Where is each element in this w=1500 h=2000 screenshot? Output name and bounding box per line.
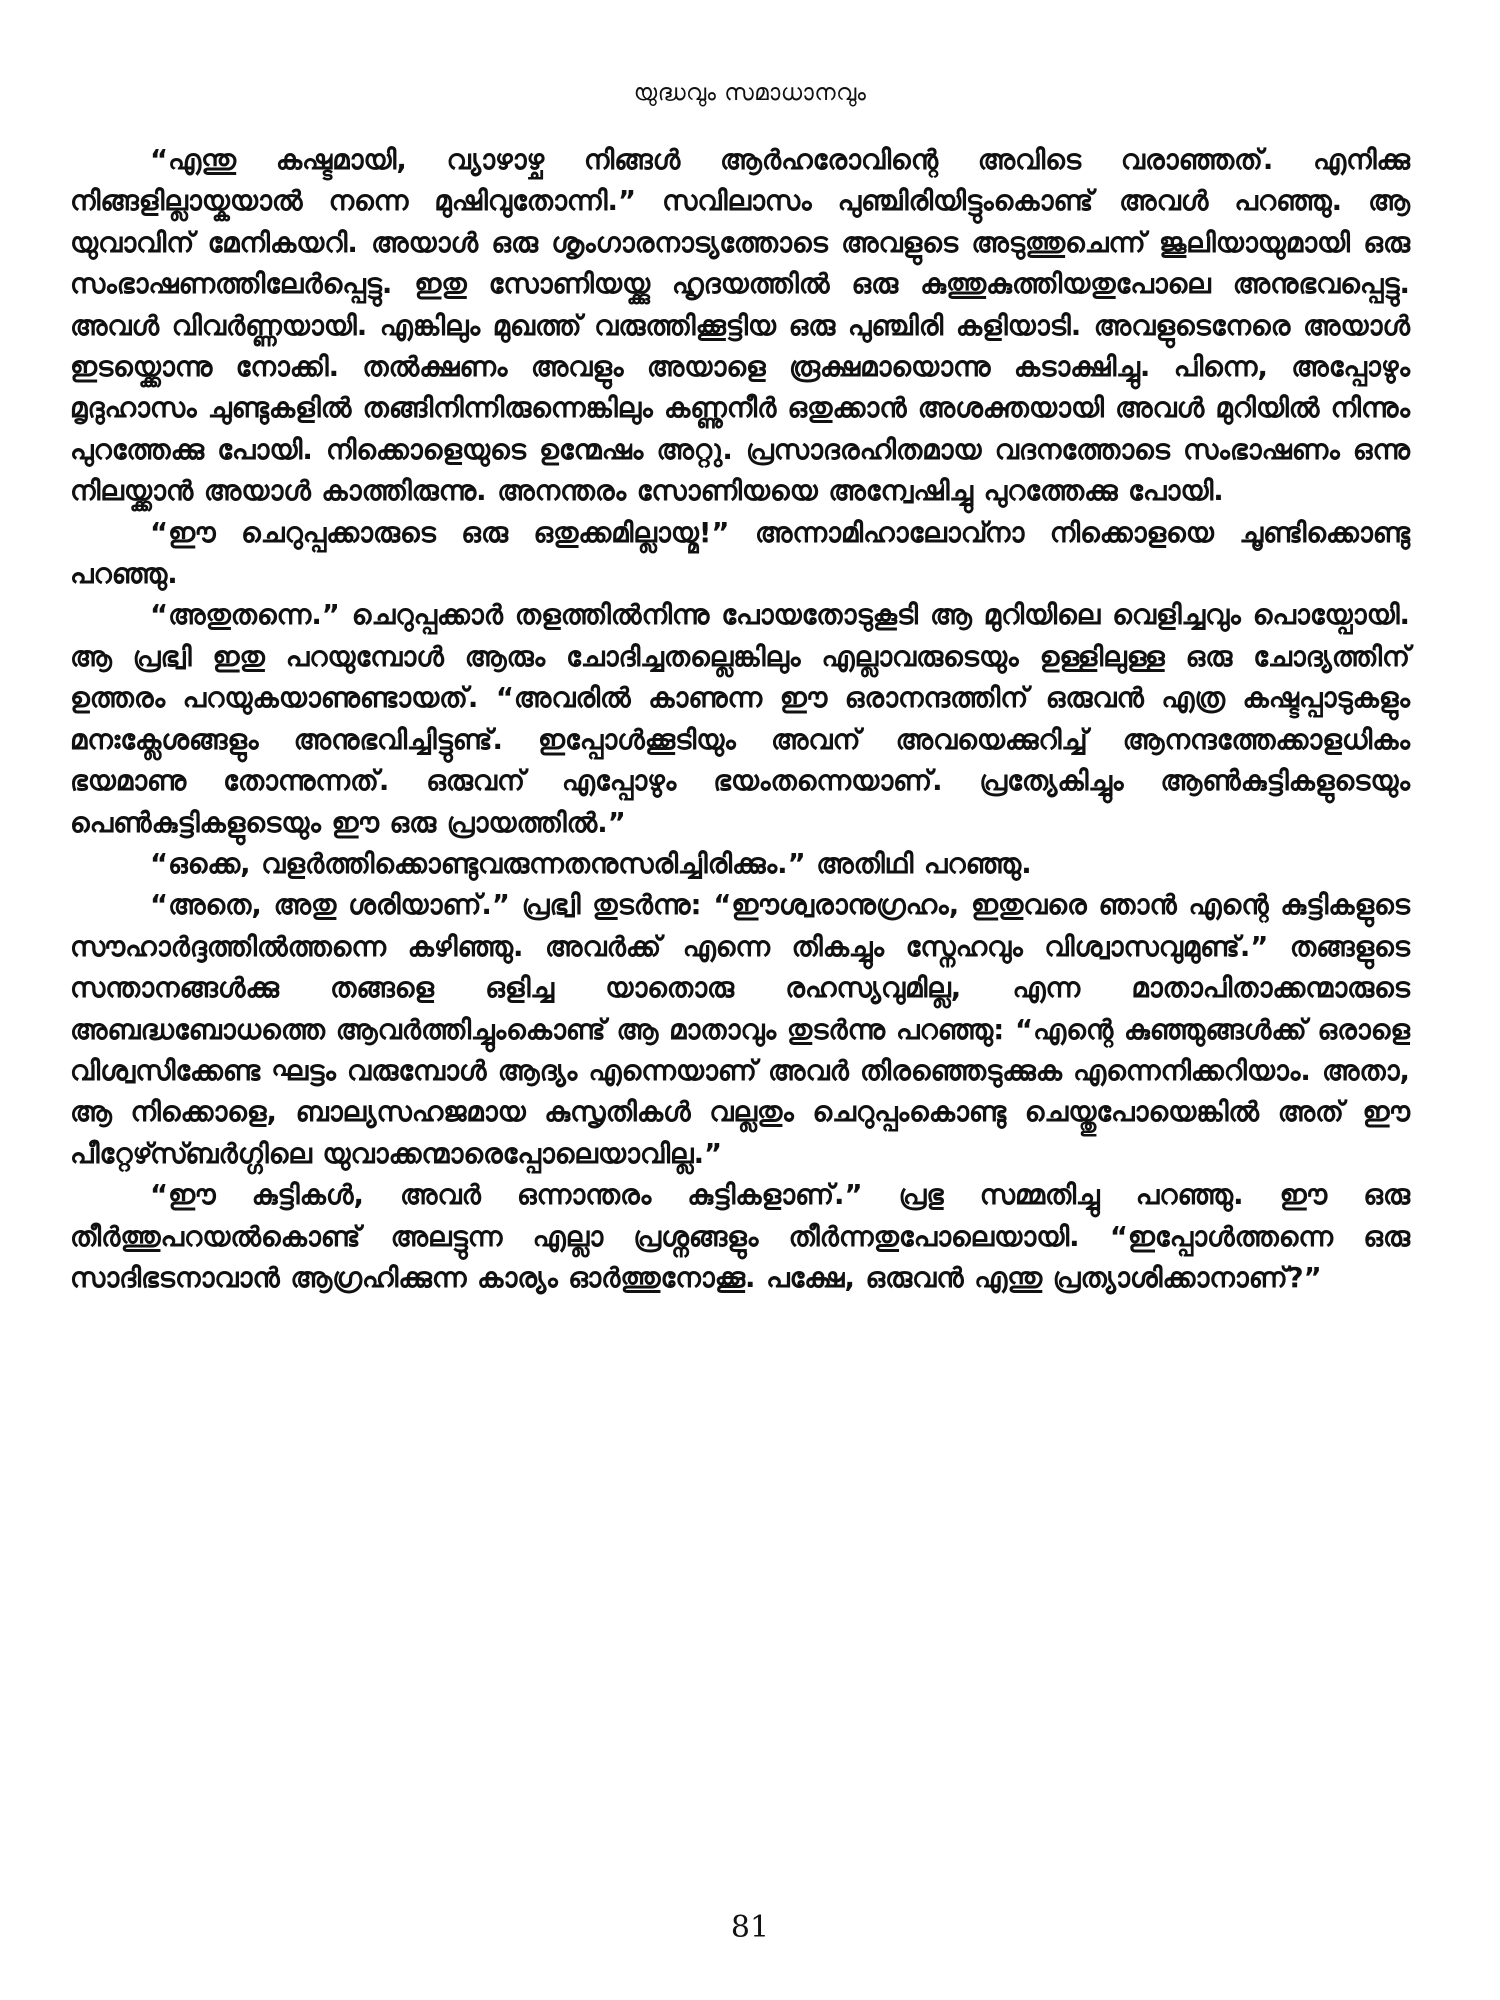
- paragraph: “ഈ കുട്ടികൾ, അവർ ഒന്നാന്തരം കുട്ടികളാണ്.” പ്രഭു സമ്മതിച്ചു പറഞ്ഞു. ഈ ഒരു തീർത്തുപറയൽകൊണ്ട് അലട്ടുന്ന എല്ലാ പ്രശ്നങ്ങളും തീർന്നതുപോലെയായി. “ഇപ്പോൾത്തന്നെ ഒരു സാദിഭടനാവാൻ ആഗ്രഹിക്കുന്ന കാര്യം ഓർത്തുനോക്കൂ. പക്ഷേ, ഒരുവൻ എന്തു പ്രത്യാശിക്കാനാണ്?”: [70, 1179, 1410, 1294]
- body-text: [70, 140, 1410, 1299]
- page-number: 81: [730, 1910, 770, 1945]
- paragraph: “അതെ, അതു ശരിയാണ്.” പ്രഭ്വി തുടർന്നു: “ഈശ്വരാനുഗ്രഹം, ഇതുവരെ ഞാൻ എന്റെ കുട്ടികളുടെ സൗഹാർദ്ദത്തിൽത്തന്നെ കഴിഞ്ഞു. അവർക്ക് എന്നെ തികച്ചും സ്നേഹവും വിശ്വാസവുമുണ്ട്.” തങ്ങളുടെ സന്താനങ്ങൾക്കു തങ്ങളെ ഒളിച്ച യാതൊരു രഹസ്യവുമില്ല, എന്ന മാതാപിതാക്കന്മാരുടെ അബദ്ധബോധത്തെ ആവർത്തിച്ചുംകൊണ്ട് ആ മാതാവും തുടർന്നു പറഞ്ഞു: “എന്റെ കുഞ്ഞുങ്ങൾക്ക് ഒരാളെ വിശ്വസിക്കേണ്ട ഘട്ടം വരുമ്പോൾ ആദ്യം എന്നെയാണ് അവർ തിരഞ്ഞെടുക്കുക എന്നെനിക്കറിയാം. അതാ, ആ നിക്കൊളെ, ബാല്യസഹജമായ കുസൃതികൾ വല്ലതും ചെറുപ്പംകൊണ്ടു ചെയ്തുപോയെങ്കിൽ അത് ഈ പീറ്റേഴ്സ്ബർഗ്ഗിലെ യുവാക്കന്മാരെപ്പോലെയാവില്ല.”: [70, 889, 1410, 1170]
- paragraph: “ഒക്കെ, വളർത്തിക്കൊണ്ടുവരുന്നതനുസരിച്ചിരിക്കും.” അതിഥി പറഞ്ഞു.: [150, 847, 1032, 880]
- paragraph: “എന്തു കഷ്ടമായി, വ്യാഴാഴ്ച നിങ്ങൾ ആർഹരോവിന്റെ അവിടെ വരാഞ്ഞത്. എനിക്കു നിങ്ങളില്ലായ്കയാൽ നന്നെ മുഷിവുതോന്നി.” സവിലാസം പുഞ്ചിരിയിട്ടുംകൊണ്ട് അവൾ പറഞ്ഞു. ആ യുവാവിന് മേനികയറി. അയാൾ ഒരു ശൃംഗാരനാട്യത്തോടെ അവളുടെ അടുത്തുചെന്ന് ജൂലിയായുമായി ഒരു സംഭാഷണത്തിലേർപ്പെട്ടു. ഇതു സോണിയയ്ക്കു ഹൃദയത്തിൽ ഒരു കുത്തുകുത്തിയതുപോലെ അനുഭവപ്പെട്ടു. അവൾ വിവർണ്ണയായി. എങ്കിലും മുഖത്ത് വരുത്തിക്കൂട്ടിയ ഒരു പുഞ്ചിരി കളിയാടി. അവളുടെനേരെ അയാൾ ഇടയ്ക്കൊന്നു നോക്കി. തൽക്ഷണം അവളും അയാളെ രൂക്ഷമായൊന്നു കടാക്ഷിച്ചു. പിന്നെ, അപ്പോഴും മൃദുഹാസം ചുണ്ടുകളിൽ തങ്ങിനിന്നിരുന്നെങ്കിലും കണ്ണുനീർ ഒതുക്കാൻ അശക്തയായി അവൾ മുറിയിൽ നിന്നും പുറത്തേക്കു പോയി. നിക്കൊളെയുടെ ഉന്മേഷം അറ്റു. പ്രസാദരഹിതമായ വദനത്തോടെ സംഭാഷണം ഒന്നു നിലയ്ക്കാൻ അയാൾ കാത്തിരുന്നു. അനന്തരം സോണിയയെ അന്വേഷിച്ചു പുറത്തേക്കു പോയി.: [70, 144, 1410, 508]
- paragraph: “ഈ ചെറുപ്പക്കാരുടെ ഒരു ഒതുക്കമില്ലായ്മ!” അന്നാമിഹാലോവ്നാ നിക്കൊളയെ ചൂണ്ടിക്കൊണ്ടു പറഞ്ഞു.: [70, 516, 1410, 591]
- running-header: യുദ്ധവും സമാധാനവും: [633, 80, 867, 106]
- paragraph: “അതുതന്നെ.” ചെറുപ്പക്കാർ തളത്തിൽനിന്നു പോയതോടുകൂടി ആ മുറിയിലെ വെളിച്ചവും പൊയ്പോയി. ആ പ്രഭ്വി ഇതു പറയുമ്പോൾ ആരും ചോദിച്ചതല്ലെങ്കിലും എല്ലാവരുടെയും ഉള്ളിലുള്ള ഒരു ചോദ്യത്തിന് ഉത്തരം പറയുകയാണുണ്ടായത്. “അവരിൽ കാണുന്ന ഈ ഒരാനന്ദത്തിന് ഒരുവൻ എത്ര കഷ്ടപ്പാടുകളും മനഃക്ലേശങ്ങളും അനുഭവിച്ചിട്ടുണ്ട്. ഇപ്പോൾക്കൂടിയും അവന് അവയെക്കുറിച്ച് ആനന്ദത്തേക്കാളധികം ഭയമാണു തോന്നുന്നത്. ഒരുവന് എപ്പോഴും ഭയംതന്നെയാണ്. പ്രത്യേകിച്ചും ആൺകുട്ടികളുടെയും പെൺകുട്ടികളുടെയും ഈ ഒരു പ്രായത്തിൽ.”: [70, 599, 1410, 839]
